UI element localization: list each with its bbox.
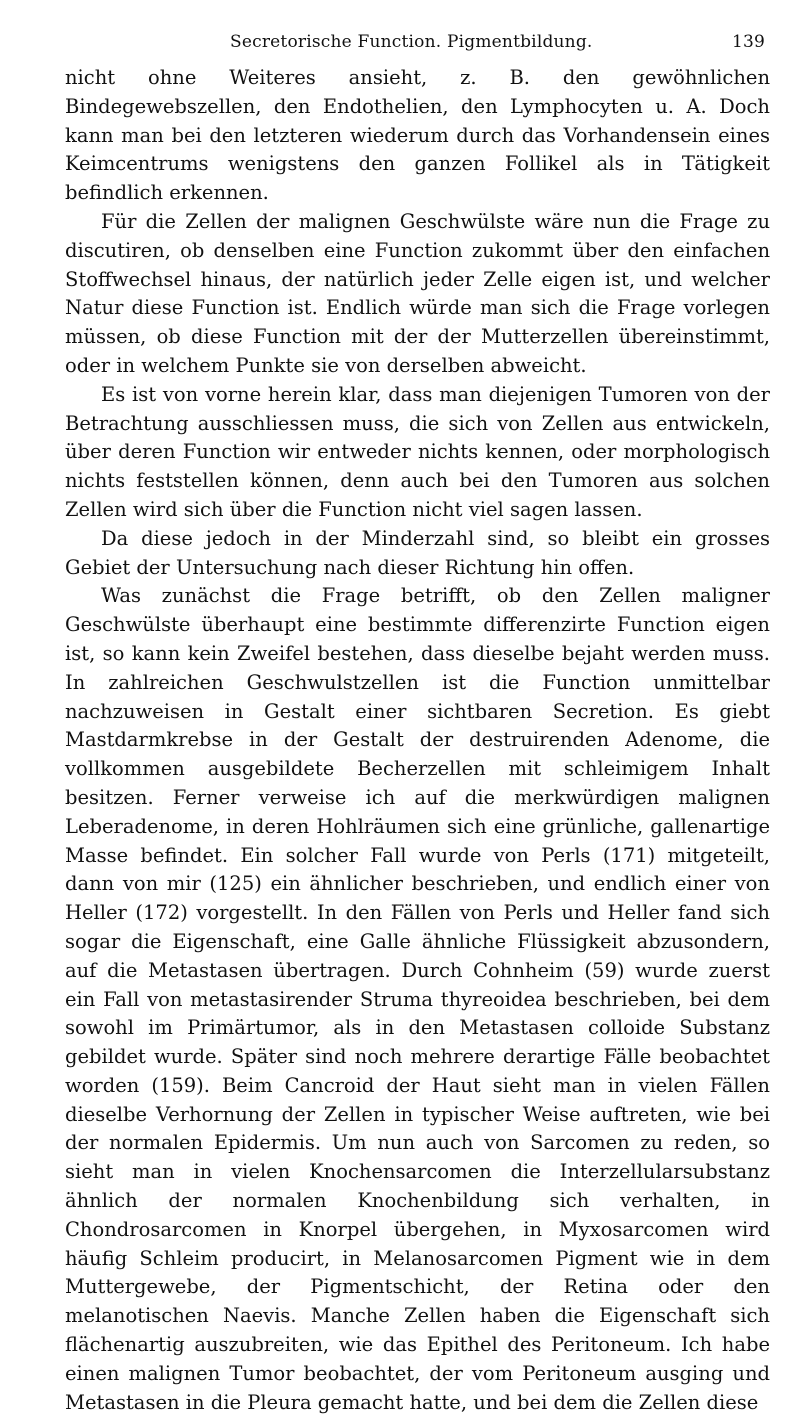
paragraph: Was zunächst die Frage betrifft, ob den Zellen maligner Geschwülste überhaupt eine bestimmte differenzirte Function eigen ist, so kann kein Zweifel bestehen, dass dieselbe bejaht werden muss. In zahlreichen Geschwulstzellen ist die Function unmittelbar nachzuweisen in Gestalt einer sichtbaren Secretion. Es giebt Mastdarmkrebse in der Gestalt der destruirenden Adenome, die vollkommen ausgebildete Becherzellen mit schleimigem Inhalt besitzen. Ferner verweise ich auf die merkwürdigen malignen Leberadenome, in deren Hohlräumen sich eine grünliche, gallenartige Masse befindet. Ein solcher Fall wurde von Perls (171) mitgeteilt, dann von mir (125) ein ähnlicher beschrieben, und endlich einer von Heller (172) vorgestellt. In den Fällen von Perls und Heller fand sich sogar die Eigenschaft, eine Galle ähnliche Flüssigkeit abzusondern, auf die Metastasen übertragen. Durch Cohnheim (59) wurde zuerst ein Fall von metastasirender Struma thyreoidea beschrieben, bei dem sowohl im Primärtumor, als in den Metastasen colloide Substanz gebildet wurde. Später sind noch mehrere derartige Fälle beobachtet worden (159). Beim Cancroid der Haut sieht man in vielen Fällen dieselbe Verhornung der Zellen in typischer Weise auftreten, wie bei der normalen Epidermis. Um nun auch von Sarcomen zu reden, so sieht man in vielen Knochensarcomen die Interzellularsubstanz ähnlich der normalen Knochenbildung sich verhalten, in Chondrosarcomen in Knorpel übergehen, in Myxosarcomen wird häufig Schleim producirt, in Melanosarcomen Pigment wie in dem Muttergewebe, der Pigmentschicht, der Retina oder den melanotischen Naevis. Manche Zellen haben die Eigenschaft sich flächenartig auszubreiten, wie das Epithel des Peritoneum. Ich habe einen malignen Tumor beobachtet, der vom Peritoneum ausging und Metastasen in die Pleura gemacht hatte, und bei dem die Zellen diese [65, 584, 770, 1414]
book-page [65, 18, 770, 1414]
paragraph: Es ist von vorne herein klar, dass man diejenigen Tumoren von der Betrachtung ausschliessen muss, die sich von Zellen aus entwickeln, über deren Function wir entweder nichts kennen, oder morphologisch nichts feststellen können, denn auch bei den Tumoren aus solchen Zellen wird sich über die Function nicht viel sagen lassen. [65, 382, 770, 521]
page-number: 139 [731, 32, 765, 52]
page-header [65, 18, 770, 64]
paragraph: Für die Zellen der malignen Geschwülste wäre nun die Frage zu discutiren, ob denselben eine Function zukommt über den einfachen Stoffwechsel hinaus, der natürlich jeder Zelle eigen ist, und welcher Natur diese Function ist. Endlich würde man sich die Frage vorlegen müssen, ob diese Function mit der der Mutterzellen übereinstimmt, oder in welchem Punkte sie von derselben abweicht. [65, 209, 770, 377]
paragraph: Da diese jedoch in der Minderzahl sind, so bleibt ein grosses Gebiet der Untersuchung nach dieser Richtung hin offen. [65, 526, 770, 579]
running-title: Secretorische Function. Pigmentbildung. [230, 32, 593, 52]
body-text [65, 64, 770, 1417]
paragraph-continuation: nicht ohne Weiteres ansieht, z. B. den gewöhnlichen Bindegewebszellen, den Endothelien, den Lymphocyten u. A. Doch kann man bei den letzteren wiederum durch das Vorhandensein eines Keimcentrums wenigstens den ganzen Follikel als in Tätigkeit befindlich erkennen. [65, 66, 770, 205]
